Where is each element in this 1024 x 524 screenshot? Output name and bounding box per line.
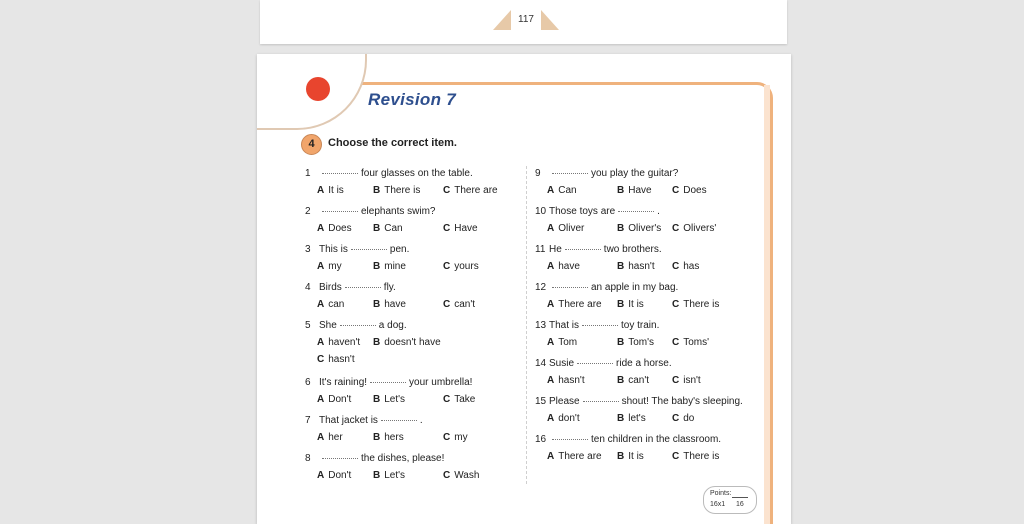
question-text-after: the dishes, please! (361, 453, 445, 464)
answer-blank[interactable] (370, 382, 406, 383)
option-letter: C (443, 185, 451, 196)
question-number: 9 (535, 168, 541, 179)
question-text-after: . (419, 415, 423, 426)
column-divider (526, 166, 527, 484)
question-stem (305, 451, 444, 467)
points-box (703, 486, 757, 514)
option-letter: B (373, 337, 381, 348)
option-letter: C (672, 451, 680, 462)
answer-blank[interactable] (340, 325, 376, 326)
option-letter: C (672, 185, 680, 196)
question-item (305, 280, 525, 318)
fraction-line (732, 497, 748, 498)
question-stem (535, 356, 672, 372)
option-text: doesn't have (384, 337, 441, 348)
question-number: 16 (535, 434, 547, 445)
option-letter: B (617, 185, 625, 196)
option-text: There is (683, 451, 720, 462)
answer-blank[interactable] (577, 363, 613, 364)
option-letter: B (617, 413, 625, 424)
answer-option-a[interactable] (547, 183, 577, 199)
option-letter: C (443, 432, 451, 443)
option-letter: B (373, 223, 381, 234)
question-column-right (535, 166, 765, 470)
question-stem (535, 394, 743, 410)
answer-option-b[interactable] (617, 297, 644, 313)
answer-blank[interactable] (351, 249, 387, 250)
answer-option-c[interactable] (672, 373, 701, 389)
option-text: yours (454, 261, 479, 272)
option-text: Oliver (558, 223, 585, 234)
question-text-after: elephants swim? (361, 206, 436, 217)
answer-option-c[interactable] (672, 411, 694, 427)
answer-blank[interactable] (381, 420, 417, 421)
option-text: Have (454, 223, 478, 234)
question-text-after: four glasses on the table. (361, 168, 473, 179)
option-text: hasn't (558, 375, 585, 386)
worksheet-page (257, 54, 791, 524)
question-item (305, 166, 525, 204)
option-letter: B (617, 337, 625, 348)
answer-option-b[interactable] (617, 259, 655, 275)
answer-option-a[interactable] (317, 468, 351, 484)
option-text: Wash (454, 470, 480, 481)
question-text-after: fly. (383, 282, 396, 293)
answer-option-a[interactable] (547, 373, 585, 389)
option-text: It is (628, 451, 644, 462)
question-item (305, 375, 525, 413)
answer-option-a[interactable] (317, 392, 351, 408)
question-text-before: Please (549, 396, 580, 407)
option-text: let's (628, 413, 646, 424)
question-text-before: Susie (549, 358, 575, 369)
question-text-after: . (657, 206, 660, 217)
question-number: 15 (535, 396, 547, 407)
answer-option-a[interactable] (317, 183, 344, 199)
revision-title: Revision 7 (368, 90, 457, 109)
answer-option-c[interactable] (672, 259, 699, 275)
question-item (305, 242, 525, 280)
question-column-left (305, 166, 525, 489)
question-number: 13 (535, 320, 547, 331)
option-letter: A (317, 185, 325, 196)
question-stem (305, 280, 396, 296)
question-item (535, 432, 765, 470)
points-label: Points: (710, 490, 732, 497)
option-text: Can (384, 223, 403, 234)
option-letter: C (443, 261, 451, 272)
option-letter: A (547, 413, 555, 424)
question-number: 2 (305, 206, 311, 217)
question-item (535, 394, 765, 432)
answer-option-b[interactable] (373, 259, 406, 275)
option-letter: B (373, 432, 381, 443)
answer-blank[interactable] (322, 211, 358, 212)
option-text: hasn't (328, 354, 355, 365)
answer-option-a[interactable] (547, 221, 584, 237)
question-stem (535, 432, 721, 448)
question-text-before: It's raining! (319, 377, 368, 388)
answer-option-b[interactable] (373, 221, 403, 237)
option-text: Don't (328, 470, 352, 481)
option-letter: B (617, 375, 625, 386)
previous-page (260, 0, 787, 44)
option-letter: A (317, 299, 325, 310)
question-stem (305, 242, 409, 258)
option-letter: B (373, 299, 381, 310)
answer-option-c[interactable] (443, 297, 475, 313)
option-text: can't (454, 299, 476, 310)
question-number: 5 (305, 320, 311, 331)
question-text-before: He (549, 244, 562, 255)
answer-option-b[interactable] (373, 183, 420, 199)
answer-option-b[interactable] (373, 430, 404, 446)
option-letter: B (617, 261, 625, 272)
answer-option-a[interactable] (547, 297, 602, 313)
option-text: Tom (558, 337, 578, 348)
option-letter: C (672, 337, 680, 348)
question-stem (305, 166, 473, 182)
question-text-after: you play the guitar? (591, 168, 679, 179)
option-letter: C (672, 299, 680, 310)
question-item (535, 166, 765, 204)
answer-option-c[interactable] (443, 183, 498, 199)
question-item (535, 280, 765, 318)
question-item (305, 451, 525, 489)
question-stem (305, 204, 435, 220)
answer-option-b[interactable] (617, 449, 644, 465)
answer-blank[interactable] (322, 173, 358, 174)
answer-option-b[interactable] (373, 468, 405, 484)
option-text: Have (628, 185, 652, 196)
answer-option-a[interactable] (317, 259, 342, 275)
question-item (305, 318, 525, 375)
option-letter: C (443, 470, 451, 481)
answer-blank[interactable] (322, 458, 358, 459)
question-text-before: Birds (319, 282, 342, 293)
option-letter: B (373, 470, 381, 481)
question-text-after: ride a horse. (616, 358, 672, 369)
option-text: There are (558, 451, 602, 462)
question-text-before: Those toys are (549, 206, 616, 217)
answer-option-a[interactable] (547, 411, 580, 427)
option-text: have (558, 261, 580, 272)
answer-option-b[interactable] (617, 183, 652, 199)
question-item (535, 204, 765, 242)
option-text: has (683, 261, 700, 272)
answer-blank[interactable] (345, 287, 381, 288)
question-text-after: ten children in the classroom. (591, 434, 722, 445)
answer-option-c[interactable] (443, 430, 468, 446)
option-text: Tom's (628, 337, 655, 348)
answer-option-c[interactable] (443, 221, 478, 237)
option-letter: A (547, 185, 555, 196)
answer-option-c[interactable] (443, 392, 475, 408)
option-letter: A (547, 223, 555, 234)
question-text-before: That is (549, 320, 580, 331)
option-text: Oliver's (628, 223, 662, 234)
answer-option-a[interactable] (317, 297, 344, 313)
option-letter: A (317, 261, 325, 272)
question-stem (535, 318, 659, 334)
option-letter: B (617, 451, 625, 462)
question-item (535, 356, 765, 394)
answer-option-c[interactable] (672, 297, 719, 313)
answer-option-a[interactable] (317, 221, 352, 237)
option-letter: C (443, 394, 451, 405)
option-letter: A (317, 470, 325, 481)
option-letter: C (672, 261, 680, 272)
option-text: Can (558, 185, 577, 196)
answer-blank[interactable] (618, 211, 654, 212)
option-text: hasn't (628, 261, 655, 272)
option-text: have (384, 299, 406, 310)
option-text: mine (384, 261, 406, 272)
answer-option-b[interactable] (617, 335, 654, 351)
option-text: Does (683, 185, 707, 196)
question-text-after: toy train. (621, 320, 660, 331)
exercise-number-badge: 4 (301, 134, 322, 155)
option-letter: A (547, 299, 555, 310)
option-text: can (328, 299, 345, 310)
option-text: There are (558, 299, 602, 310)
question-number: 11 (535, 244, 546, 255)
answer-blank[interactable] (583, 401, 619, 402)
option-letter: C (443, 223, 451, 234)
option-letter: C (443, 299, 451, 310)
answer-option-c[interactable] (672, 335, 709, 351)
option-text: There is (683, 299, 720, 310)
answer-option-b[interactable] (373, 392, 405, 408)
answer-blank[interactable] (582, 325, 618, 326)
option-letter: C (672, 375, 680, 386)
answer-option-c[interactable] (672, 183, 707, 199)
option-letter: A (547, 337, 555, 348)
option-letter: B (617, 299, 625, 310)
question-stem (535, 204, 660, 220)
answer-option-a[interactable] (547, 335, 577, 351)
option-letter: C (317, 354, 325, 365)
red-dot-icon (306, 77, 330, 101)
option-letter: B (617, 223, 625, 234)
question-item (305, 413, 525, 451)
option-text: Don't (328, 394, 352, 405)
answer-option-c[interactable] (672, 221, 716, 237)
option-text: can't (628, 375, 650, 386)
question-number: 7 (305, 415, 311, 426)
option-letter: A (547, 375, 555, 386)
question-item (305, 204, 525, 242)
answer-option-a[interactable] (547, 259, 580, 275)
answer-option-a[interactable] (317, 335, 360, 351)
answer-option-c[interactable] (672, 449, 719, 465)
option-text: my (328, 261, 342, 272)
points-multiplier: 16x1 (710, 501, 726, 508)
answer-option-b[interactable] (373, 297, 406, 313)
question-item (535, 318, 765, 356)
exercise-instruction: Choose the correct item. (328, 137, 457, 149)
points-total: 16 (736, 501, 744, 508)
answer-option-b[interactable] (617, 221, 661, 237)
answer-option-c[interactable] (443, 259, 479, 275)
answer-blank[interactable] (552, 287, 588, 288)
question-text-before: That jacket is (319, 415, 378, 426)
answer-option-b[interactable] (617, 373, 649, 389)
question-number: 10 (535, 206, 547, 217)
question-number: 8 (305, 453, 311, 464)
question-number: 14 (535, 358, 547, 369)
page-number-tab (493, 10, 559, 30)
option-letter: B (373, 185, 381, 196)
option-letter: B (373, 394, 381, 405)
question-text-before: She (319, 320, 337, 331)
option-letter: C (672, 223, 680, 234)
question-text-after: an apple in my bag. (591, 282, 679, 293)
option-text: There is (384, 185, 421, 196)
tab-fold-right (541, 10, 559, 30)
question-text-before: This is (319, 244, 348, 255)
option-letter: A (317, 394, 325, 405)
option-letter: A (317, 337, 325, 348)
question-text-after: shout! The baby's sleeping. (621, 396, 743, 407)
option-text: Let's (384, 470, 406, 481)
question-stem (305, 318, 407, 334)
question-text-after: pen. (389, 244, 410, 255)
page-number: 117 (518, 14, 534, 25)
question-number: 6 (305, 377, 311, 388)
option-letter: A (317, 223, 325, 234)
answer-blank[interactable] (552, 173, 588, 174)
option-letter: A (317, 432, 325, 443)
answer-option-b[interactable] (617, 411, 646, 427)
question-number: 1 (305, 168, 311, 179)
option-text: Olivers' (683, 223, 717, 234)
option-text: Does (328, 223, 352, 234)
option-letter: B (373, 261, 381, 272)
answer-option-b[interactable] (373, 335, 441, 351)
question-stem (535, 242, 662, 258)
option-text: her (328, 432, 343, 443)
option-text: Toms' (683, 337, 710, 348)
question-text-after: a dog. (378, 320, 407, 331)
tab-fold-left (493, 10, 511, 30)
option-text: Take (454, 394, 476, 405)
option-text: It is (328, 185, 344, 196)
option-letter: A (547, 451, 555, 462)
question-stem (535, 280, 678, 296)
question-text-after: your umbrella! (409, 377, 473, 388)
option-text: hers (384, 432, 404, 443)
answer-option-c[interactable] (443, 468, 479, 484)
answer-option-c[interactable] (317, 352, 355, 368)
option-text: do (683, 413, 695, 424)
option-letter: C (672, 413, 680, 424)
question-stem (305, 375, 472, 391)
answer-option-a[interactable] (547, 449, 602, 465)
option-text: It is (628, 299, 644, 310)
question-number: 3 (305, 244, 311, 255)
answer-blank[interactable] (565, 249, 601, 250)
question-number: 4 (305, 282, 311, 293)
option-text: don't (558, 413, 580, 424)
option-letter: A (547, 261, 555, 272)
option-text: isn't (683, 375, 701, 386)
option-text: my (454, 432, 468, 443)
question-number: 12 (535, 282, 547, 293)
answer-blank[interactable] (552, 439, 588, 440)
option-text: There are (454, 185, 498, 196)
question-text-after: two brothers. (603, 244, 662, 255)
answer-option-a[interactable] (317, 430, 343, 446)
option-text: haven't (328, 337, 361, 348)
question-stem (535, 166, 678, 182)
question-stem (305, 413, 423, 429)
option-text: Let's (384, 394, 406, 405)
question-item (535, 242, 765, 280)
